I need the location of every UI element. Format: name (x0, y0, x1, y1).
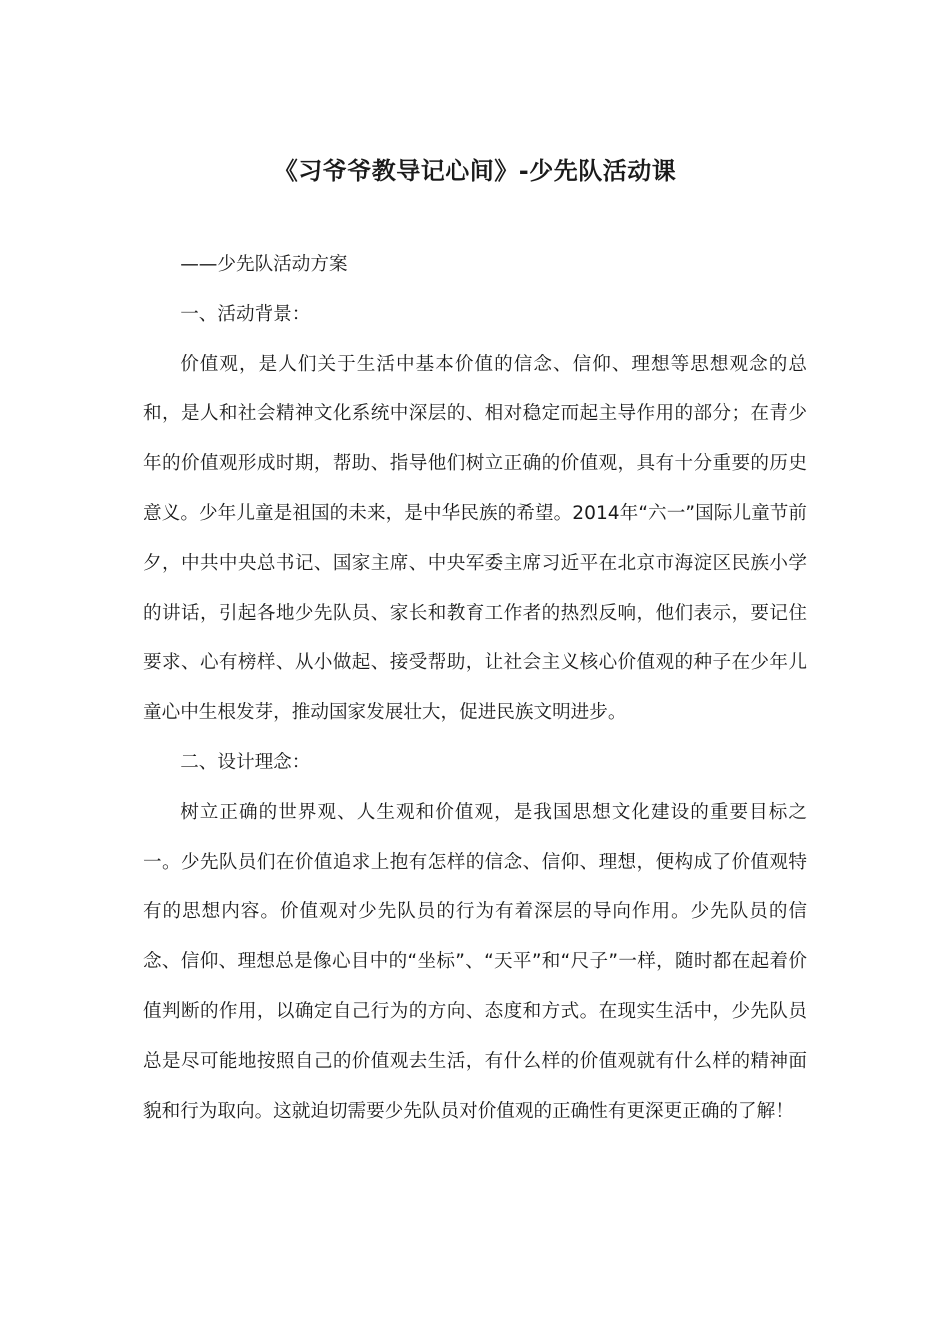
section-heading-design: 二、设计理念： (180, 751, 311, 773)
paragraph-design: 树立正确的世界观、人生观和价值观，是我国思想文化建设的重要目标之一。少先队员们在价值追求上抱有怎样的信念、信仰、理想，便构成了价值观特有的思想内容。价值观对少先队员的行为有着深层的导向作用。少先队员的信念、信仰、理想总是像心目中的“坐标”、“天平”和“尺子”一样，随时都在起着价值判断的作用，以确定自己行为的方向、态度和方式。在现实生活中，少先队员总是尽可能地按照自己的价值观去生活，有什么样的价值观就有什么样的精神面貌和行为取向。这就迫切需要少先队员对价值观的正确性有更深更正确的了解！ (143, 801, 807, 1122)
document-title: 《习爷爷教导记心间》-少先队活动课 (273, 157, 677, 185)
section-heading-background: 一、活动背景： (180, 303, 311, 325)
paragraph-background: 价值观，是人们关于生活中基本价值的信念、信仰、理想等思想观念的总和，是人和社会精神文化系统中深层的、相对稳定而起主导作用的部分；在青少年的价值观形成时期，帮助、指导他们树立正确的价值观，具有十分重要的历史意义。少年儿童是祖国的未来，是中华民族的希望。2014年“六一”国际儿童节前夕，中共中央总书记、国家主席、中央军委主席习近平在北京市海淀区民族小学的讲话，引起各地少先队员、家长和教育工作者的热烈反响，他们表示，要记住要求、心有榜样、从小做起、接受帮助，让社会主义核心价值观的种子在少年儿童心中生根发芽，推动国家发展壮大，促进民族文明进步。 (143, 353, 807, 724)
subtitle: ——少先队活动方案 (180, 254, 348, 275)
document-body (143, 240, 807, 1136)
